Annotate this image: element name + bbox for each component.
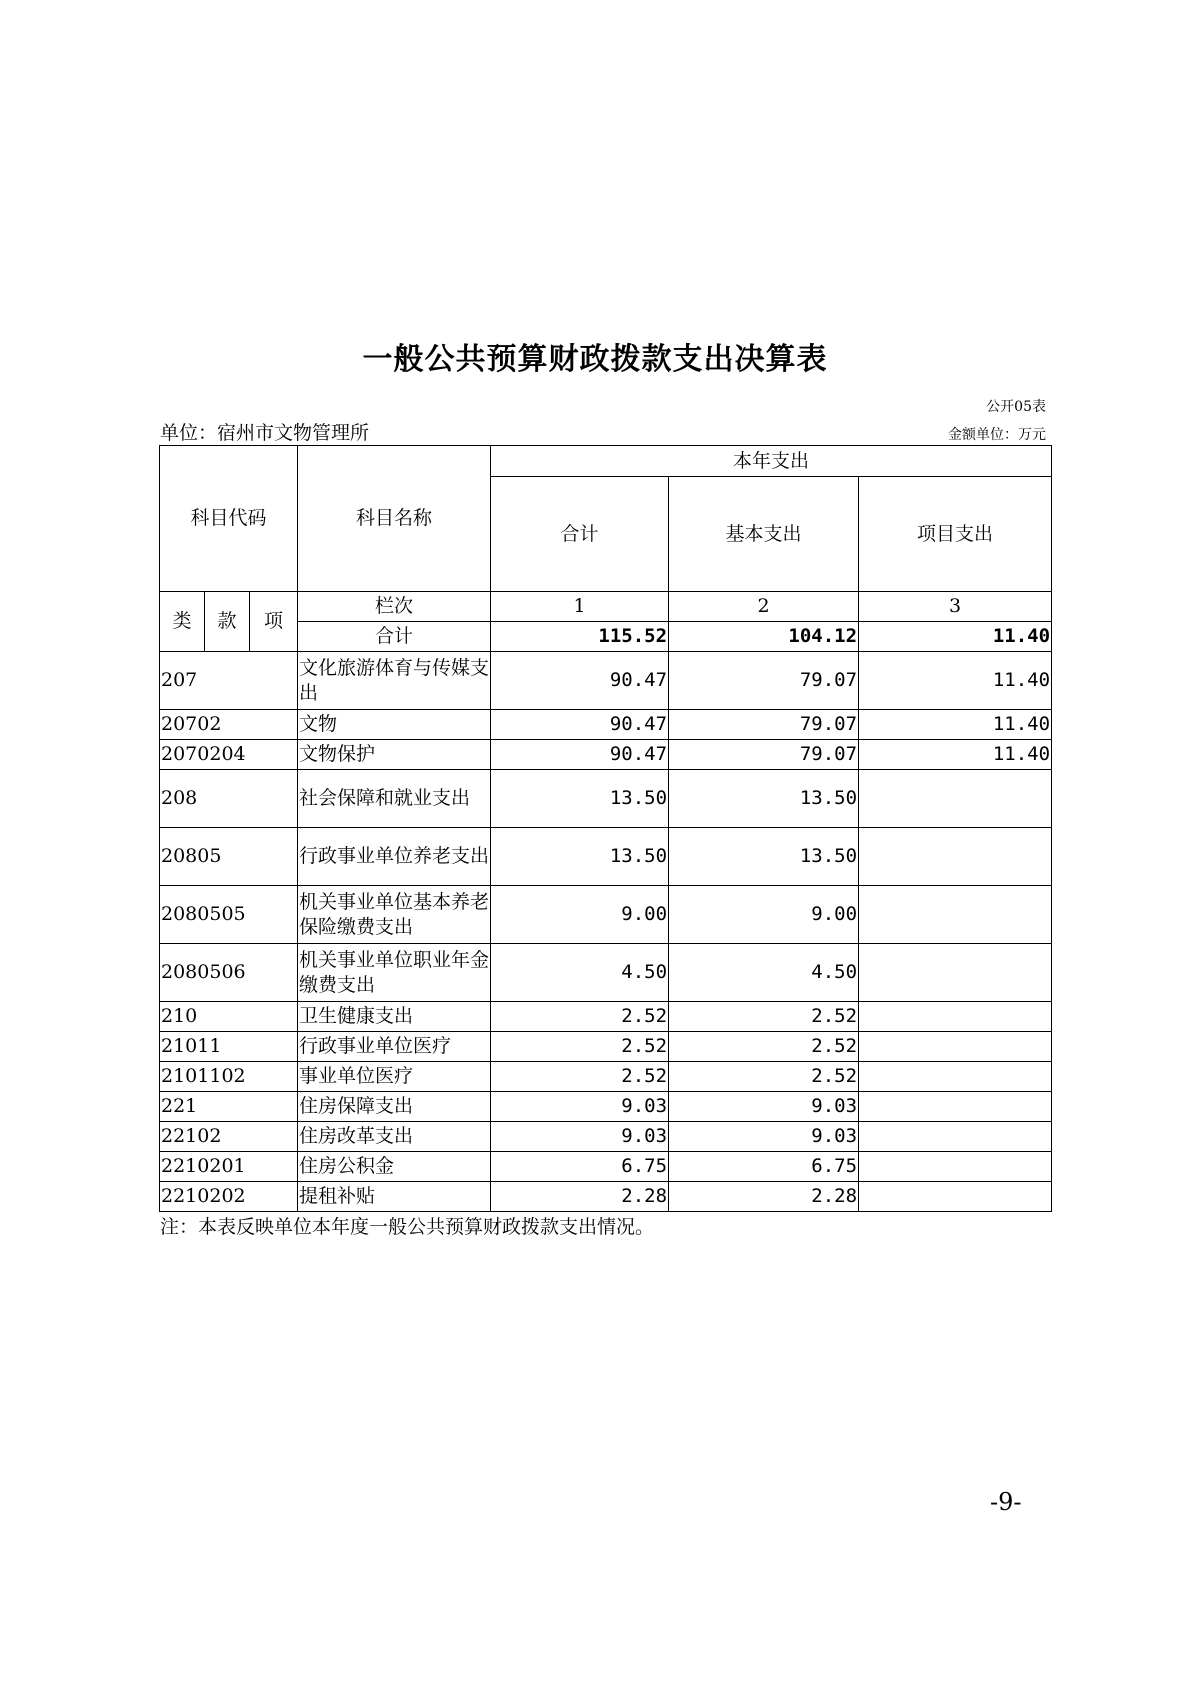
header-kuan: 款 — [205, 592, 250, 652]
row-name: 行政事业单位养老支出 — [298, 828, 491, 886]
row-total: 9.00 — [491, 886, 669, 944]
row-code: 2080505 — [160, 886, 298, 944]
row-basic: 79.07 — [669, 740, 859, 770]
header-cat: 类 — [160, 592, 205, 652]
page-number: -9- — [990, 1488, 1022, 1516]
header-project: 项目支出 — [859, 477, 1052, 592]
row-total: 90.47 — [491, 652, 669, 710]
row-project — [859, 1092, 1052, 1122]
row-project: 11.40 — [859, 740, 1052, 770]
table-row — [160, 740, 1052, 770]
row-total: 9.03 — [491, 1092, 669, 1122]
row-code: 21011 — [160, 1032, 298, 1062]
row-project — [859, 886, 1052, 944]
header-year-expense: 本年支出 — [491, 446, 1052, 477]
row-code: 210 — [160, 1002, 298, 1032]
total-sum: 115.52 — [491, 622, 669, 652]
row-project — [859, 1152, 1052, 1182]
row-project — [859, 1002, 1052, 1032]
row-name: 机关事业单位职业年金缴费支出 — [298, 944, 491, 1002]
row-total: 2.28 — [491, 1182, 669, 1212]
row-name: 文化旅游体育与传媒支出 — [298, 652, 491, 710]
row-total: 4.50 — [491, 944, 669, 1002]
table-row — [160, 944, 1052, 1002]
row-code: 20702 — [160, 710, 298, 740]
row-code: 2070204 — [160, 740, 298, 770]
table-row — [160, 886, 1052, 944]
row-total: 90.47 — [491, 740, 669, 770]
row-total: 2.52 — [491, 1062, 669, 1092]
row-basic: 9.03 — [669, 1092, 859, 1122]
row-project — [859, 770, 1052, 828]
form-number: 公开05表 — [986, 399, 1046, 415]
row-total: 13.50 — [491, 828, 669, 886]
row-name: 提租补贴 — [298, 1182, 491, 1212]
header-total: 合计 — [491, 477, 669, 592]
header-col3: 3 — [859, 592, 1052, 622]
row-code: 2101102 — [160, 1062, 298, 1092]
table-row — [160, 770, 1052, 828]
header-basic: 基本支出 — [669, 477, 859, 592]
total-project: 11.40 — [859, 622, 1052, 652]
row-basic: 9.03 — [669, 1122, 859, 1152]
row-code: 2080506 — [160, 944, 298, 1002]
row-name: 机关事业单位基本养老保险缴费支出 — [298, 886, 491, 944]
budget-table — [159, 445, 1052, 1212]
row-basic: 2.52 — [669, 1032, 859, 1062]
row-basic: 2.52 — [669, 1062, 859, 1092]
row-project — [859, 1122, 1052, 1152]
row-project — [859, 1182, 1052, 1212]
header-code: 科目代码 — [160, 446, 298, 592]
row-project — [859, 828, 1052, 886]
table-row — [160, 652, 1052, 710]
row-name: 事业单位医疗 — [298, 1062, 491, 1092]
table-row — [160, 1152, 1052, 1182]
row-name: 住房改革支出 — [298, 1122, 491, 1152]
row-total: 9.03 — [491, 1122, 669, 1152]
row-name: 文物 — [298, 710, 491, 740]
header-col-no: 栏次 — [298, 592, 491, 622]
row-basic: 13.50 — [669, 828, 859, 886]
row-project — [859, 944, 1052, 1002]
row-project: 11.40 — [859, 652, 1052, 710]
row-total: 13.50 — [491, 770, 669, 828]
header-name: 科目名称 — [298, 446, 491, 592]
row-basic: 9.00 — [669, 886, 859, 944]
page-title: 一般公共预算财政拨款支出决算表 — [362, 342, 828, 377]
row-basic: 79.07 — [669, 710, 859, 740]
row-code: 2210202 — [160, 1182, 298, 1212]
unit-label: 单位：宿州市文物管理所 — [160, 422, 370, 444]
row-basic: 2.52 — [669, 1002, 859, 1032]
row-name: 卫生健康支出 — [298, 1002, 491, 1032]
row-total: 90.47 — [491, 710, 669, 740]
table-row — [160, 1062, 1052, 1092]
table-row — [160, 1182, 1052, 1212]
row-project — [859, 1032, 1052, 1062]
row-name: 社会保障和就业支出 — [298, 770, 491, 828]
table-body — [160, 652, 1052, 1212]
row-basic: 79.07 — [669, 652, 859, 710]
row-total: 6.75 — [491, 1152, 669, 1182]
header-col1: 1 — [491, 592, 669, 622]
total-label: 合计 — [298, 622, 491, 652]
header-xiang: 项 — [250, 592, 298, 652]
table-row — [160, 1032, 1052, 1062]
table-note: 注：本表反映单位本年度一般公共预算财政拨款支出情况。 — [160, 1216, 655, 1238]
row-code: 208 — [160, 770, 298, 828]
row-basic: 2.28 — [669, 1182, 859, 1212]
row-name: 住房公积金 — [298, 1152, 491, 1182]
row-name: 住房保障支出 — [298, 1092, 491, 1122]
row-total: 2.52 — [491, 1002, 669, 1032]
total-basic: 104.12 — [669, 622, 859, 652]
row-code: 22102 — [160, 1122, 298, 1152]
row-code: 2210201 — [160, 1152, 298, 1182]
table-row — [160, 1122, 1052, 1152]
row-code: 207 — [160, 652, 298, 710]
table-row — [160, 1002, 1052, 1032]
table-row — [160, 1092, 1052, 1122]
row-code: 221 — [160, 1092, 298, 1122]
row-project: 11.40 — [859, 710, 1052, 740]
row-name: 行政事业单位医疗 — [298, 1032, 491, 1062]
row-project — [859, 1062, 1052, 1092]
table-row — [160, 710, 1052, 740]
row-code: 20805 — [160, 828, 298, 886]
row-name: 文物保护 — [298, 740, 491, 770]
header-col2: 2 — [669, 592, 859, 622]
row-basic: 13.50 — [669, 770, 859, 828]
row-total: 2.52 — [491, 1032, 669, 1062]
row-basic: 6.75 — [669, 1152, 859, 1182]
table-row — [160, 828, 1052, 886]
amount-unit-label: 金额单位：万元 — [948, 427, 1046, 443]
row-basic: 4.50 — [669, 944, 859, 1002]
